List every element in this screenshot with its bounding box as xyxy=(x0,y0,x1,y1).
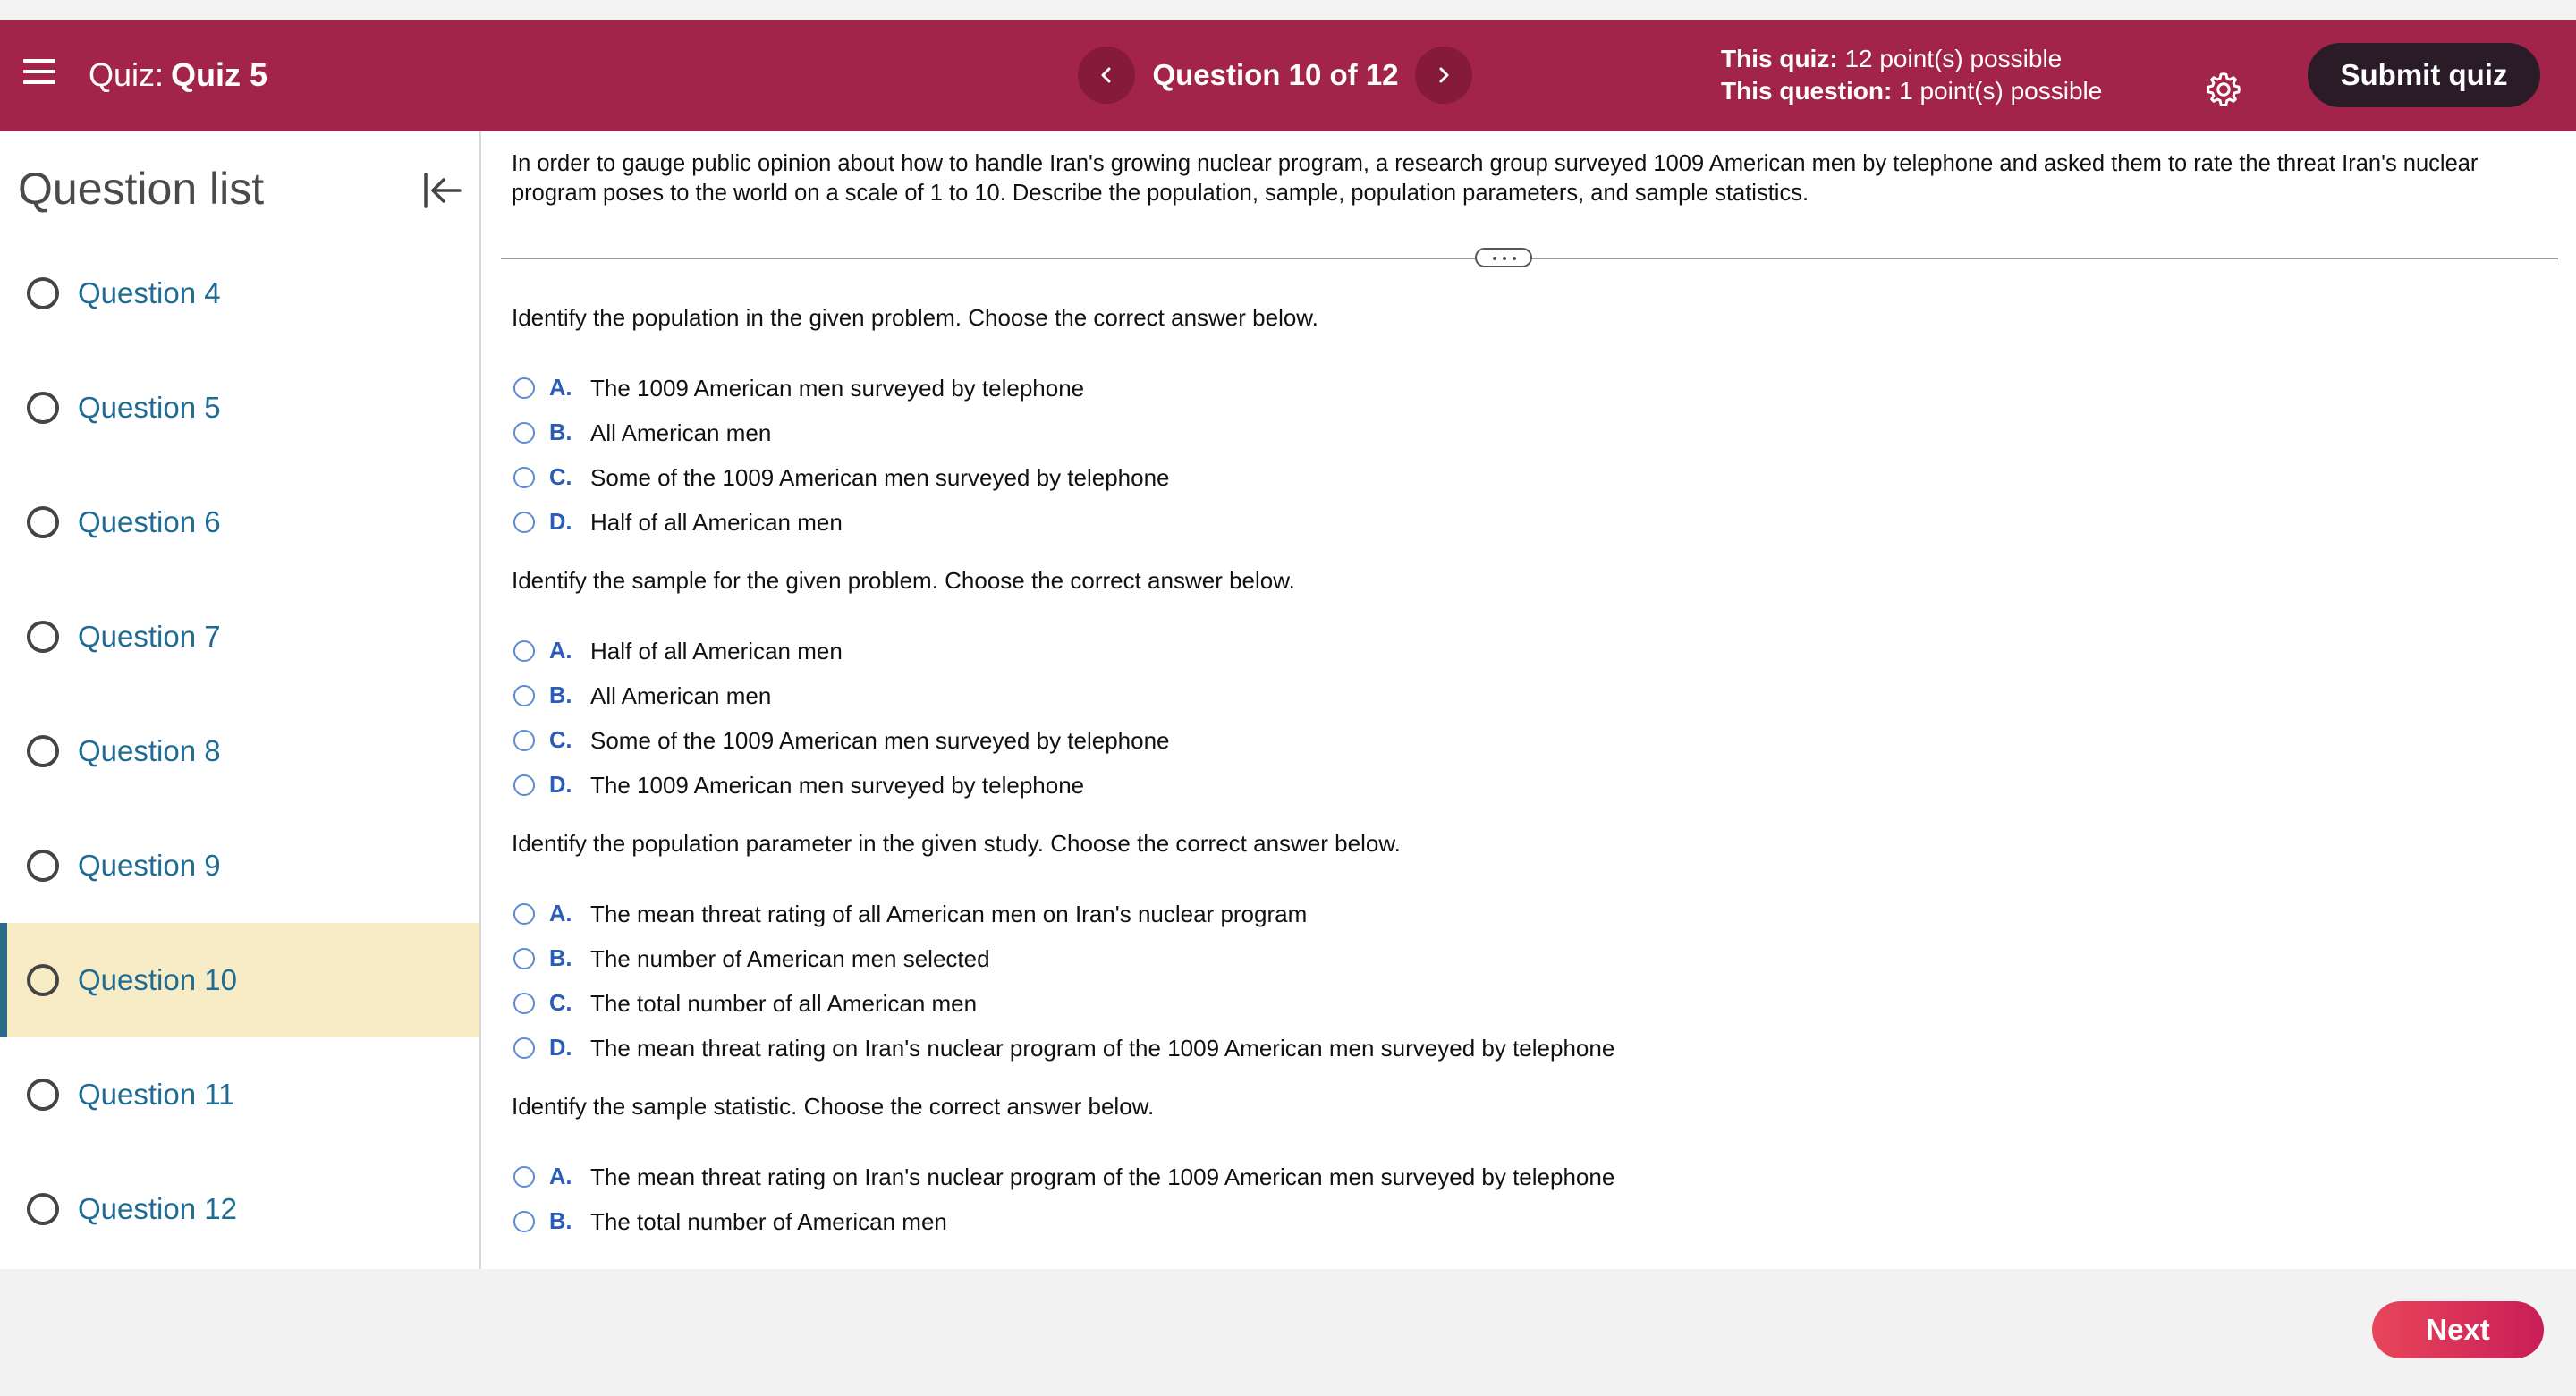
sidebar-item-label: Question 11 xyxy=(78,1078,235,1111)
question-points-label: This question: xyxy=(1721,77,1893,105)
radio-button[interactable] xyxy=(513,685,535,706)
chevron-right-icon xyxy=(1433,64,1454,86)
sidebar-item-label: Question 12 xyxy=(78,1192,237,1225)
option-text: The 1009 American men surveyed by telephone xyxy=(590,375,1085,402)
sidebar-item-question-10[interactable] xyxy=(0,923,479,1037)
previous-question-button[interactable] xyxy=(1078,47,1135,104)
option-text: The total number of American men xyxy=(590,1208,947,1235)
collapse-sidebar-icon[interactable] xyxy=(420,169,463,212)
sidebar-item-label: Question 8 xyxy=(78,734,221,767)
footer-bar xyxy=(0,1269,2576,1396)
status-circle-icon xyxy=(27,277,59,309)
quiz-title-prefix: Quiz: xyxy=(89,56,165,93)
sidebar-item-question-5[interactable] xyxy=(0,351,479,465)
option-text: The mean threat rating on Iran's nuclear program of the 1009 American men surveyed by telephone xyxy=(590,1163,1615,1190)
sidebar-item-question-12[interactable] xyxy=(0,1152,479,1266)
points-info xyxy=(1721,43,2102,107)
sidebar-item-label: Question 6 xyxy=(78,505,221,538)
option-letter: D. xyxy=(549,1036,572,1061)
question-list-sidebar xyxy=(0,131,481,1269)
sidebar-item-label: Question 5 xyxy=(78,391,221,424)
radio-button[interactable] xyxy=(513,993,535,1014)
hamburger-menu-icon[interactable] xyxy=(23,59,55,91)
sidebar-item-question-6[interactable] xyxy=(0,465,479,580)
sidebar-item-question-8[interactable] xyxy=(0,694,479,808)
sidebar-item-question-4[interactable] xyxy=(0,236,479,351)
quiz-title xyxy=(89,55,267,95)
window-top-strip xyxy=(0,0,2576,20)
quiz-points-label: This quiz: xyxy=(1721,45,1838,72)
quiz-points-value: 12 point(s) possible xyxy=(1844,45,2063,72)
radio-button[interactable] xyxy=(513,774,535,796)
radio-button[interactable] xyxy=(513,377,535,399)
option-text: Some of the 1009 American men surveyed by telephone xyxy=(590,727,1170,754)
status-circle-icon xyxy=(27,392,59,424)
option-letter: C. xyxy=(549,991,572,1016)
option-text: The mean threat rating of all American men on Iran's nuclear program xyxy=(590,901,1308,927)
option-letter: A. xyxy=(549,376,572,401)
sidebar-item-question-9[interactable] xyxy=(0,808,479,923)
sidebar-item-label: Question 9 xyxy=(78,849,221,882)
part-3-prompt: Identify the population parameter in the given study. Choose the correct answer below. xyxy=(512,830,1401,857)
option-text: Half of all American men xyxy=(590,509,843,536)
option-text: Some of the 1009 American men surveyed by telephone xyxy=(590,464,1170,491)
sidebar-item-label: Question 7 xyxy=(78,620,221,653)
radio-button[interactable] xyxy=(513,1037,535,1059)
status-circle-icon xyxy=(27,850,59,882)
quiz-name: Quiz 5 xyxy=(171,56,268,93)
radio-button[interactable] xyxy=(513,1211,535,1232)
option-text: The 1009 American men surveyed by telephone xyxy=(590,772,1085,799)
problem-statement: In order to gauge public opinion about how to handle Iran's growing nuclear program, a research group surveyed 1009 American men by telephone and asked them to rate the threat Iran's nuclear program poses to the world on a scale of 1 to 10. Describe the population, sample, population parameters, and sample statistics. xyxy=(512,151,2479,206)
option-letter: B. xyxy=(549,946,572,971)
option-letter: A. xyxy=(549,1164,572,1189)
option-text: All American men xyxy=(590,682,772,709)
radio-button[interactable] xyxy=(513,1166,535,1188)
option-letter: A. xyxy=(549,639,572,664)
part-4-prompt: Identify the sample statistic. Choose the correct answer below. xyxy=(512,1093,1155,1120)
settings-gear-icon[interactable] xyxy=(2204,70,2243,109)
radio-button[interactable] xyxy=(513,948,535,969)
status-circle-icon xyxy=(27,964,59,996)
part-2-prompt: Identify the sample for the given problem. Choose the correct answer below. xyxy=(512,567,1295,594)
status-circle-icon xyxy=(27,621,59,653)
radio-button[interactable] xyxy=(513,903,535,925)
next-button[interactable]: Next xyxy=(2372,1301,2544,1358)
status-circle-icon xyxy=(27,1193,59,1225)
question-counter: Question 10 of 12 xyxy=(1152,58,1399,91)
option-text: All American men xyxy=(590,419,772,446)
next-question-button[interactable] xyxy=(1415,47,1472,104)
chevron-left-icon xyxy=(1096,64,1117,86)
option-letter: D. xyxy=(549,510,572,535)
question-points-value: 1 point(s) possible xyxy=(1899,77,2103,105)
sidebar-item-question-11[interactable] xyxy=(0,1037,479,1152)
option-text: The mean threat rating on Iran's nuclear program of the 1009 American men surveyed by telephone xyxy=(590,1035,1615,1062)
quiz-points xyxy=(1721,43,2102,75)
option-letter: B. xyxy=(549,683,572,708)
option-letter: B. xyxy=(549,420,572,445)
divider-drag-handle[interactable] xyxy=(1475,248,1532,267)
sidebar-item-label: Question 4 xyxy=(78,276,221,309)
option-letter: C. xyxy=(549,465,572,490)
option-text: The total number of all American men xyxy=(590,990,978,1017)
question-content xyxy=(483,131,2576,1269)
radio-button[interactable] xyxy=(513,467,535,488)
radio-button[interactable] xyxy=(513,512,535,533)
question-list-title: Question list xyxy=(18,164,265,214)
part-1-prompt: Identify the population in the given problem. Choose the correct answer below. xyxy=(512,304,1318,331)
option-letter: D. xyxy=(549,773,572,798)
submit-quiz-button[interactable]: Submit quiz xyxy=(2308,43,2540,107)
sidebar-item-question-7[interactable] xyxy=(0,580,479,694)
radio-button[interactable] xyxy=(513,422,535,444)
quiz-header xyxy=(0,20,2576,131)
option-letter: A. xyxy=(549,901,572,926)
option-letter: C. xyxy=(549,728,572,753)
option-letter: B. xyxy=(549,1209,572,1234)
status-circle-icon xyxy=(27,1079,59,1111)
radio-button[interactable] xyxy=(513,640,535,662)
status-circle-icon xyxy=(27,506,59,538)
radio-button[interactable] xyxy=(513,730,535,751)
status-circle-icon xyxy=(27,735,59,767)
option-text: The number of American men selected xyxy=(590,945,990,972)
option-text: Half of all American men xyxy=(590,638,843,664)
sidebar-item-label: Question 10 xyxy=(78,963,237,996)
question-points xyxy=(1721,75,2102,107)
